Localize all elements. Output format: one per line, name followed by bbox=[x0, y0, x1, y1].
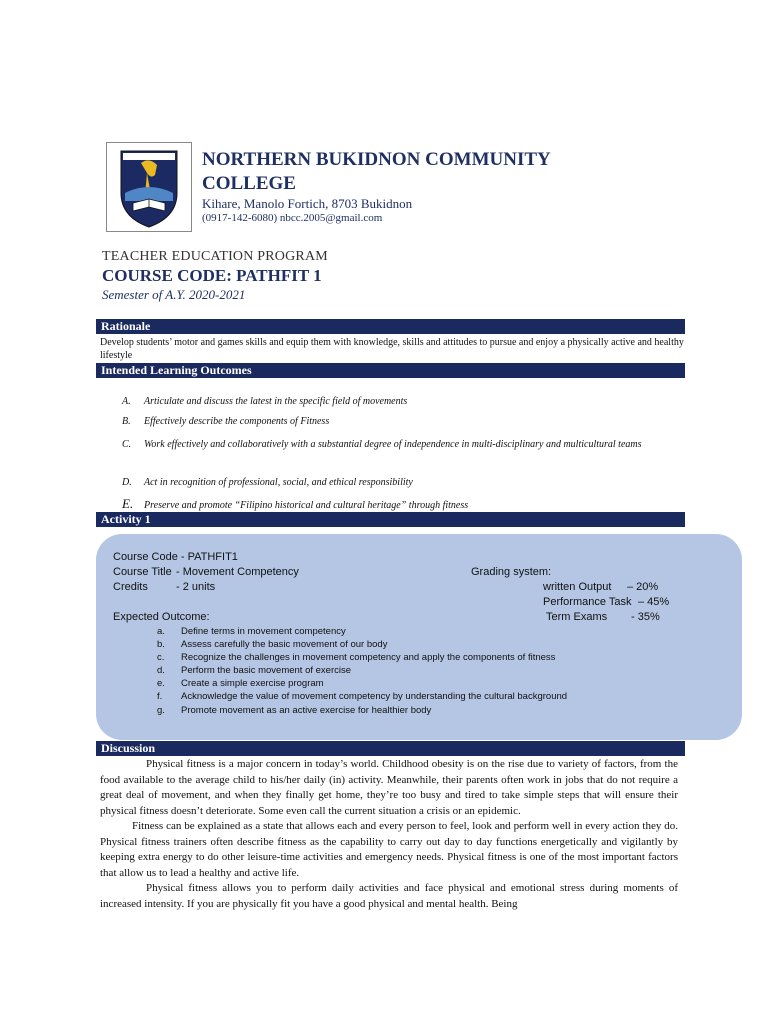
program-title: TEACHER EDUCATION PROGRAM bbox=[102, 249, 328, 264]
college-seal-icon bbox=[107, 143, 191, 231]
grading-value: – 45% bbox=[638, 596, 670, 608]
semester-label: Semester of A.Y. 2020-2021 bbox=[102, 287, 246, 302]
rationale-body: Develop students’ motor and games skills and equip them with knowledge, skills and attitudes to pursue and enjoy a physically active and healthy lifestyle bbox=[100, 337, 684, 361]
eo-letter: g. bbox=[157, 705, 165, 716]
discussion-paragraph: Physical fitness allows you to perform daily activities and face physical and emotional stress during moments of increased intensity. If you are physically fit you have a good physical and mental health. Being bbox=[100, 882, 678, 910]
school-address: Kihare, Manolo Fortich, 8703 Bukidnon bbox=[202, 196, 413, 211]
grading-label: written Output bbox=[543, 581, 612, 593]
course-code-heading: COURSE CODE: PATHFIT 1 bbox=[102, 266, 322, 285]
eo-text: Assess carefully the basic movement of our body bbox=[181, 639, 388, 650]
ilo-letter: A. bbox=[122, 396, 131, 407]
discussion-body bbox=[100, 757, 678, 912]
course-title-label: Course Title bbox=[113, 566, 172, 578]
ilo-letter: E. bbox=[122, 496, 134, 511]
eo-text: Promote movement as an active exercise for healthier body bbox=[181, 705, 432, 716]
ilo-text: Articulate and discuss the latest in the specific field of movements bbox=[144, 396, 408, 407]
ilo-letter: C. bbox=[122, 439, 132, 450]
discussion-paragraph: Fitness can be explained as a state that allows each and every person to feel, look and perform well in every action they do. Physical fitness trainers often describe fitness as the capability to carry out day to day functions energetically and vigilantly by keeping extra energy to do other leisure-time activities and emergency needs. Physical fitness is one of the most important factors that allow us to lead a healthy and active life. bbox=[100, 820, 678, 879]
eo-letter: e. bbox=[157, 678, 165, 689]
course-code-line: Course Code - PATHFIT1 bbox=[113, 551, 238, 563]
ilo-letter: D. bbox=[122, 477, 132, 488]
discussion-paragraph: Physical fitness is a major concern in today’s world. Childhood obesity is on the rise due to variety of factors, from the food available to the average child to his/her daily (in) activity. Meanwhile, their parents often work in jobs that do not require a great deal of movement, and when they finally get home, they’re too busy and tired to take simple steps that will ensure their physical fitness doesn’t deteriorate. Some even call the current situation a crisis or an epidemic. bbox=[100, 758, 678, 817]
ilo-text: Work effectively and collaboratively with a substantial degree of independence in multi-disciplinary and multicultural teams bbox=[144, 439, 642, 450]
grading-value: – 20% bbox=[627, 581, 659, 593]
eo-text: Perform the basic movement of exercise bbox=[181, 665, 352, 676]
college-logo bbox=[106, 142, 192, 232]
activity-header: Activity 1 bbox=[96, 512, 685, 527]
eo-letter: a. bbox=[157, 626, 165, 637]
grading-label: Performance Task bbox=[543, 596, 632, 608]
ilo-text: Preserve and promote “Filipino historical and cultural heritage” through fitness bbox=[144, 500, 469, 511]
ilo-letter: B. bbox=[122, 416, 131, 427]
expected-outcome-title: Expected Outcome: bbox=[113, 611, 210, 623]
eo-letter: c. bbox=[157, 652, 165, 663]
course-title-value: - Movement Competency bbox=[176, 566, 299, 578]
eo-letter: b. bbox=[157, 639, 165, 650]
ilo-header: Intended Learning Outcomes bbox=[96, 363, 685, 378]
eo-text: Recognize the challenges in movement competency and apply the components of fitness bbox=[181, 652, 556, 663]
grading-title: Grading system: bbox=[471, 566, 552, 578]
school-name: NORTHERN BUKIDNON COMMUNITY COLLEGE bbox=[202, 149, 551, 194]
eo-letter: d. bbox=[157, 665, 165, 676]
ilo-text: Act in recognition of professional, social, and ethical responsibility bbox=[144, 477, 413, 488]
eo-text: Define terms in movement competency bbox=[181, 626, 346, 637]
credits-value: - 2 units bbox=[176, 581, 216, 593]
grading-label: Term Exams bbox=[546, 611, 608, 623]
eo-letter: f. bbox=[157, 691, 163, 702]
school-contact: (0917-142-6080) nbcc.2005@gmail.com bbox=[202, 212, 383, 224]
discussion-header: Discussion bbox=[96, 741, 685, 756]
ilo-text: Effectively describe the components of Fitness bbox=[144, 416, 330, 427]
credits-label: Credits bbox=[113, 581, 148, 593]
grading-value: - 35% bbox=[631, 611, 660, 623]
rationale-header: Rationale bbox=[96, 319, 685, 334]
eo-text: Acknowledge the value of movement competency by understanding the cultural background bbox=[181, 691, 568, 702]
eo-text: Create a simple exercise program bbox=[181, 678, 324, 689]
